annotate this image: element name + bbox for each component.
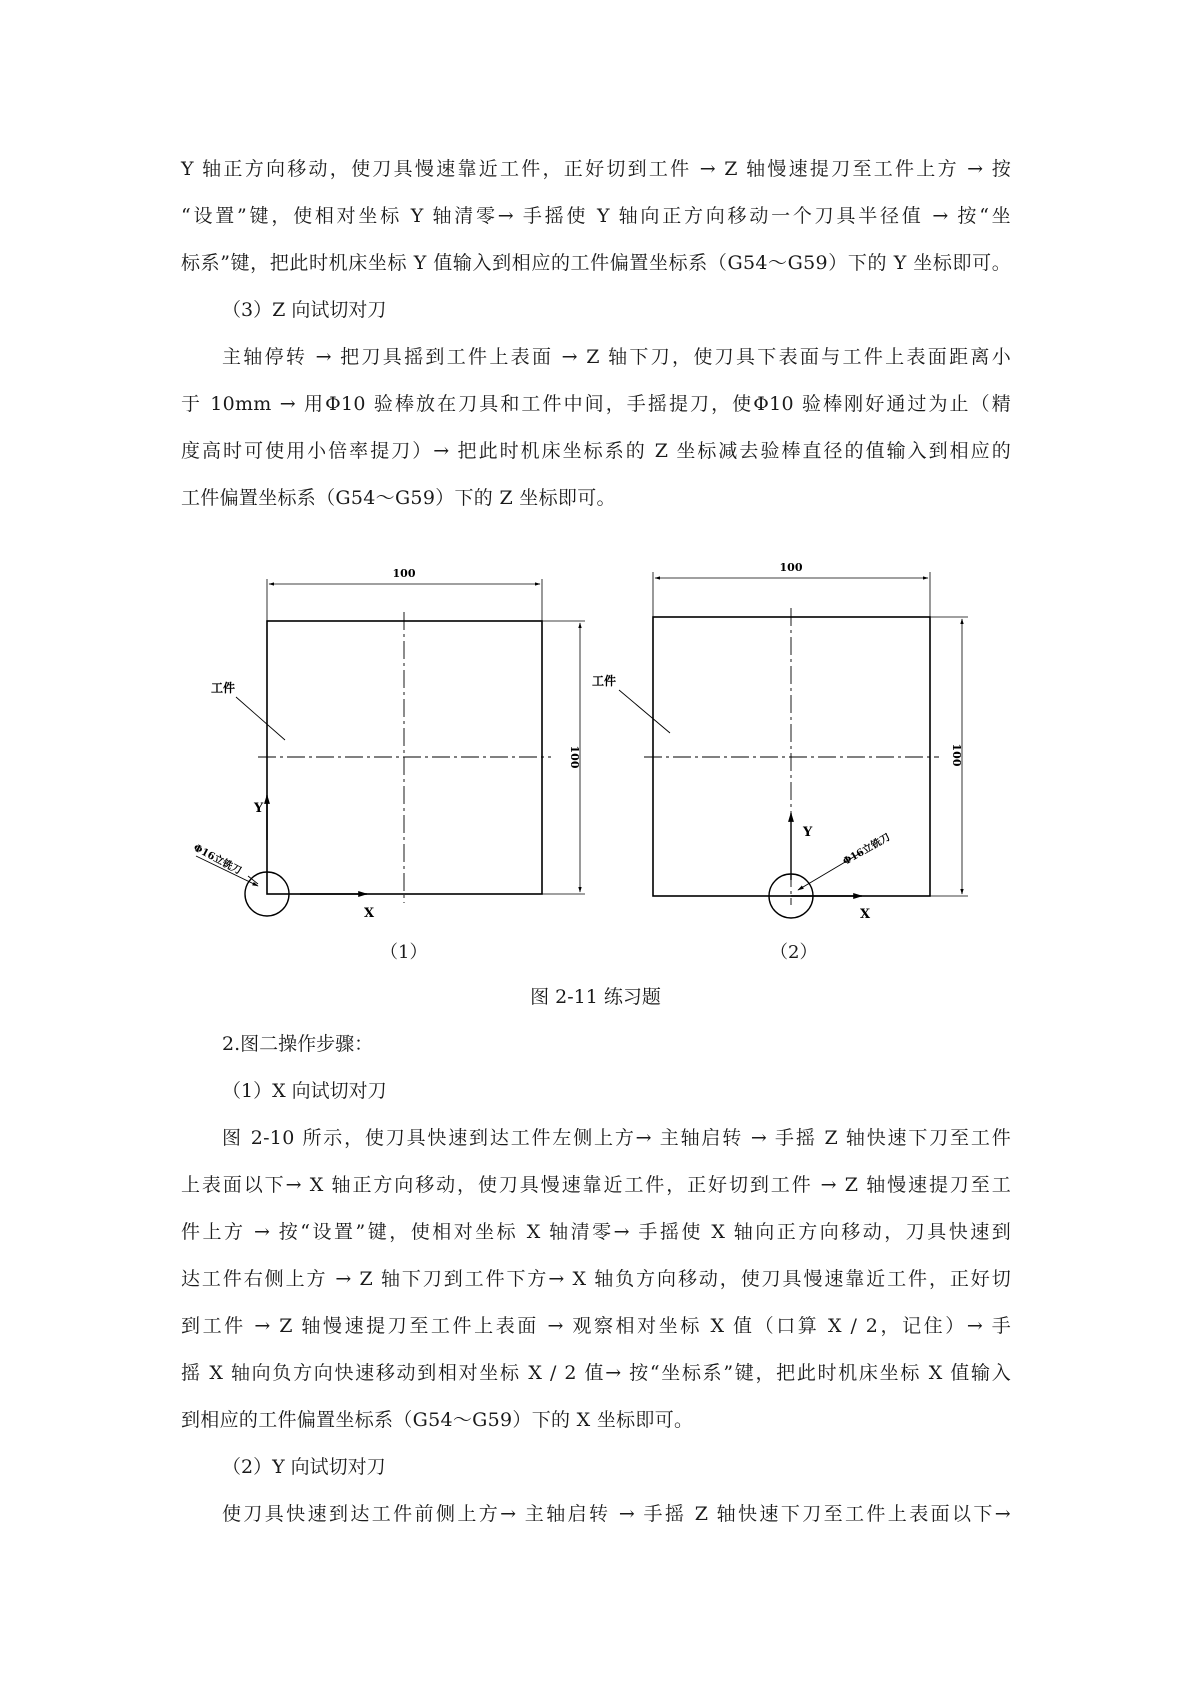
section-heading-z: （3）Z 向试切对刀 [222,299,387,321]
y-axis-label: Y [254,801,264,816]
section-heading-y: （2）Y 向试切对刀 [222,1456,386,1478]
x-axis-label: X [364,906,375,921]
height-dimension-label: 100 [950,743,963,767]
part-leader [236,697,285,740]
height-dimension-label: 100 [568,745,581,769]
figure-right [592,561,968,922]
y-axis-label: Y [803,825,813,840]
subfigure-label-2: （2） [770,942,818,963]
text-line: 摇 X 轴向负方向快速移动到相对坐标 X / 2 值→ 按“坐标系”键，把此时机床坐标 X 值输入 [181,1362,1011,1384]
width-dimension-label: 100 [779,561,803,574]
text-line: 工件偏置坐标系（G54～G59）下的 Z 坐标即可。 [181,487,616,509]
text-line: Y 轴正方向移动，使刀具慢速靠近工件，正好切到工件 → Z 轴慢速提刀至工件上方 → 按 [181,158,1011,180]
tool-label: Φ16立铣刀 [191,842,243,878]
figure-caption: 图 2-11 练习题 [530,986,661,1008]
text-line: 上表面以下→ X 轴正方向移动，使刀具慢速靠近工件，正好切到工件 → Z 轴慢速提刀至工 [181,1174,1011,1196]
text-line: 件上方 → 按“设置”键，使相对坐标 X 轴清零→ 手摇使 X 轴向正方向移动，刀具快速到 [181,1221,1011,1243]
text-line: 到工件 → Z 轴慢速提刀至工件上表面 → 观察相对坐标 X 值（口算 X / 2，记住）→ 手 [181,1315,1011,1337]
width-dimension-label: 100 [392,567,416,580]
text-line: 到相应的工件偏置坐标系（G54～G59）下的 X 坐标即可。 [181,1409,694,1431]
part-label: 工件 [210,681,236,695]
tool-label: Φ16立铣刀 [841,831,893,868]
text-line: 主轴停转 → 把刀具摇到工件上表面 → Z 轴下刀，使刀具下表面与工件上表面距离小 [222,346,1011,368]
text-line: 于 10mm → 用Φ10 验棒放在刀具和工件中间，手摇提刀，使Φ10 验棒刚好通过为止（精 [181,393,1011,415]
section-heading-fig2: 2.图二操作步骤： [222,1033,374,1055]
x-axis-label: X [860,907,871,922]
subfigure-label-1: （1） [380,942,428,963]
text-line: 达工件右侧上方 → Z 轴下刀到工件下方→ X 轴负方向移动，使刀具慢速靠近工件，正好切 [181,1268,1011,1290]
section-heading-x: （1）X 向试切对刀 [222,1080,387,1102]
text-line: “设置”键，使相对坐标 Y 轴清零→ 手摇使 Y 轴向正方向移动一个刀具半径值 → 按“坐 [181,205,1011,227]
part-label: 工件 [591,674,617,688]
text-line: 使刀具快速到达工件前侧上方→ 主轴启转 → 手摇 Z 轴快速下刀至工件上表面以下→ [222,1503,1011,1525]
text-line: 标系”键，把此时机床坐标 Y 值输入到相应的工件偏置坐标系（G54～G59）下的 Y 坐标即可。 [181,252,1011,274]
workpiece-outline [267,621,542,894]
text-line: 图 2-10 所示，使刀具快速到达工件左侧上方→ 主轴启转 → 手摇 Z 轴快速下刀至工件 [222,1127,1011,1149]
part-leader [619,690,670,733]
text-line: 度高时可使用小倍率提刀）→ 把此时机床坐标系的 Z 坐标减去验棒直径的值输入到相应的 [181,440,1011,462]
figure-left [191,567,585,921]
